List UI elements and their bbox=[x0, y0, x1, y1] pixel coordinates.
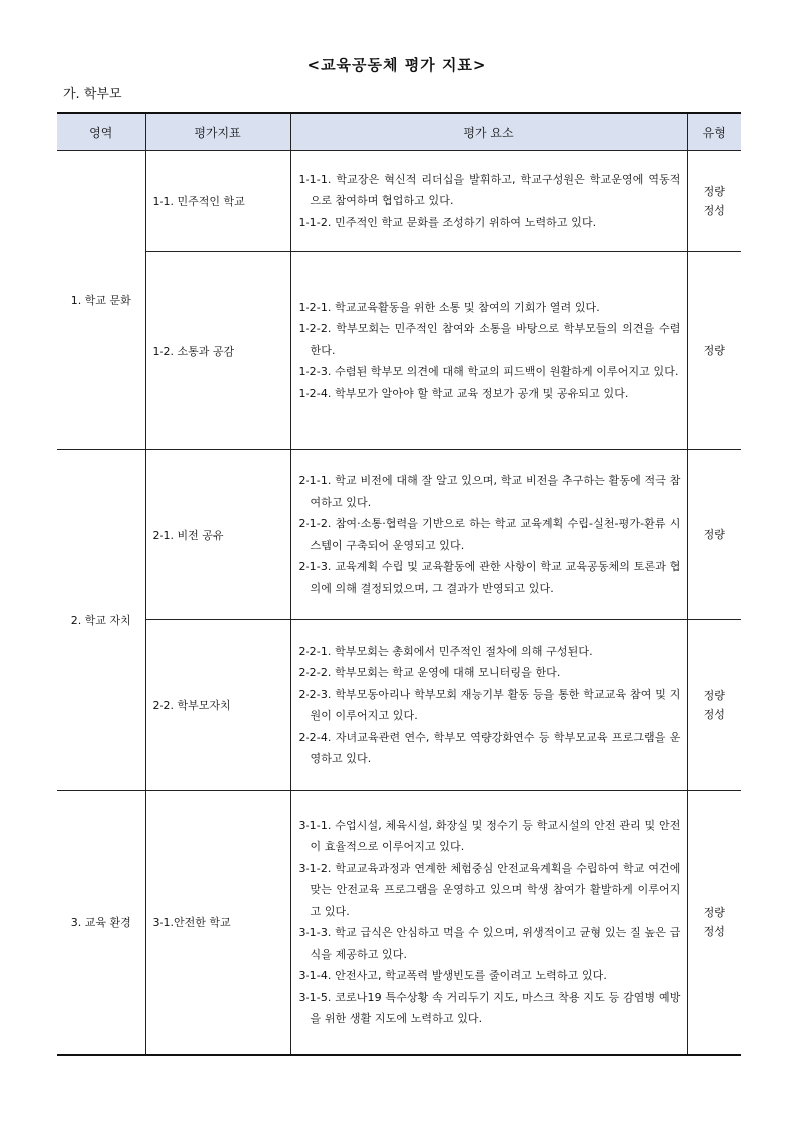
element-item: 1-2-1. 학교교육활동을 위한 소통 및 참여의 기회가 열려 있다. bbox=[298, 300, 600, 314]
header-type: 유형 bbox=[687, 113, 741, 151]
area-cell: 1. 학교 문화 bbox=[57, 151, 145, 450]
elements-cell bbox=[290, 151, 687, 252]
type-label: 정량 bbox=[703, 185, 725, 198]
elements-cell bbox=[290, 252, 687, 450]
header-area: 영역 bbox=[57, 113, 145, 151]
element-item: 1-2-4. 학부모가 알아야 할 학교 교육 정보가 공개 및 공유되고 있다. bbox=[298, 386, 629, 400]
element-item: 3-1-3. 학교 급식은 안심하고 먹을 수 있으며, 위생적이고 균형 있는 질 높은 급식을 제공하고 있다. bbox=[298, 926, 681, 961]
area-cell: 3. 교육 환경 bbox=[57, 791, 145, 1055]
header-indicator: 평가지표 bbox=[145, 113, 290, 151]
type-label: 정량 bbox=[703, 528, 725, 541]
element-item: 2-1-3. 교육계획 수립 및 교육활동에 관한 사항이 학교 교육공동체의 토론과 협의에 의해 결정되었으며, 그 결과가 반영되고 있다. bbox=[298, 560, 681, 595]
indicator-cell: 1-2. 소통과 공감 bbox=[145, 252, 290, 450]
table-row bbox=[57, 620, 741, 791]
element-item: 2-2-2. 학부모회는 학교 운영에 대해 모니터링을 한다. bbox=[298, 666, 561, 679]
type-cell bbox=[687, 450, 741, 620]
table-row bbox=[57, 791, 741, 1055]
type-cell bbox=[687, 620, 741, 791]
type-label: 정성 bbox=[703, 204, 725, 217]
section-heading: 가. 학부모 bbox=[63, 87, 122, 102]
element-item: 2-1-2. 참여‧소통‧협력을 기반으로 하는 학교 교육계획 수립-실천-평가-환류 시스템이 구축되어 운영되고 있다. bbox=[298, 517, 681, 552]
table-row bbox=[57, 252, 741, 450]
area-cell: 2. 학교 자치 bbox=[57, 450, 145, 791]
type-label: 정량 bbox=[703, 344, 725, 357]
type-label: 정성 bbox=[703, 925, 725, 939]
indicator-cell: 1-1. 민주적인 학교 bbox=[145, 151, 290, 252]
element-item: 1-2-2. 학부모회는 민주적인 참여와 소통을 바탕으로 학부모들의 의견을 수렴한다. bbox=[298, 322, 681, 357]
table-header-row bbox=[57, 113, 741, 151]
page-title: <교육공동체 평가 지표> bbox=[307, 56, 487, 74]
element-item: 1-1-2. 민주적인 학교 문화를 조성하기 위하여 노력하고 있다. bbox=[298, 215, 597, 229]
type-label: 정량 bbox=[703, 689, 725, 702]
type-cell bbox=[687, 252, 741, 450]
element-item: 2-2-3. 학부모동아리나 학부모회 재능기부 활동 등을 통한 학교교육 참여 및 지원이 이루어지고 있다. bbox=[298, 687, 681, 722]
element-item: 3-1-2. 학교교육과정과 연계한 체험중심 안전교육계획을 수립하여 학교 여건에 맞는 안전교육 프로그램을 운영하고 있으며 학생 참여가 활발하게 이루어지고 있다. bbox=[298, 861, 681, 918]
type-cell bbox=[687, 151, 741, 252]
indicator-cell: 3-1.안전한 학교 bbox=[145, 791, 290, 1055]
element-item: 3-1-1. 수업시설, 체육시설, 화장실 및 정수기 등 학교시설의 안전 관리 및 안전이 효율적으로 이루어지고 있다. bbox=[298, 818, 681, 854]
element-item: 2-1-1. 학교 비전에 대해 잘 알고 있으며, 학교 비전을 추구하는 활동에 적극 참여하고 있다. bbox=[298, 474, 681, 509]
table-row bbox=[57, 450, 741, 620]
element-item: 2-2-4. 자녀교육관련 연수, 학부모 역량강화연수 등 학부모교육 프로그램을 운영하고 있다. bbox=[298, 730, 681, 765]
element-item: 3-1-5. 코로나19 특수상황 속 거리두기 지도, 마스크 착용 지도 등 감염병 예방을 위한 생활 지도에 노력하고 있다. bbox=[298, 990, 681, 1026]
indicator-cell: 2-1. 비전 공유 bbox=[145, 450, 290, 620]
element-item: 2-2-1. 학부모회는 총회에서 민주적인 절차에 의해 구성된다. bbox=[298, 644, 593, 658]
evaluation-table bbox=[57, 112, 741, 1056]
elements-cell bbox=[290, 620, 687, 791]
type-cell bbox=[687, 791, 741, 1055]
element-item: 3-1-4. 안전사고, 학교폭력 발생빈도를 줄이려고 노력하고 있다. bbox=[298, 969, 607, 983]
header-elements: 평가 요소 bbox=[290, 113, 687, 151]
table-row bbox=[57, 151, 741, 252]
elements-cell bbox=[290, 450, 687, 620]
elements-cell bbox=[290, 791, 687, 1055]
element-item: 1-1-1. 학교장은 혁신적 리더십을 발휘하고, 학교구성원은 학교운영에 역동적으로 참여하며 협업하고 있다. bbox=[298, 172, 681, 208]
type-label: 정량 bbox=[703, 906, 725, 920]
element-item: 1-2-3. 수렴된 학부모 의견에 대해 학교의 피드백이 원활하게 이루어지고 있다. bbox=[298, 365, 679, 379]
type-label: 정성 bbox=[703, 708, 725, 721]
indicator-cell: 2-2. 학부모자치 bbox=[145, 620, 290, 791]
